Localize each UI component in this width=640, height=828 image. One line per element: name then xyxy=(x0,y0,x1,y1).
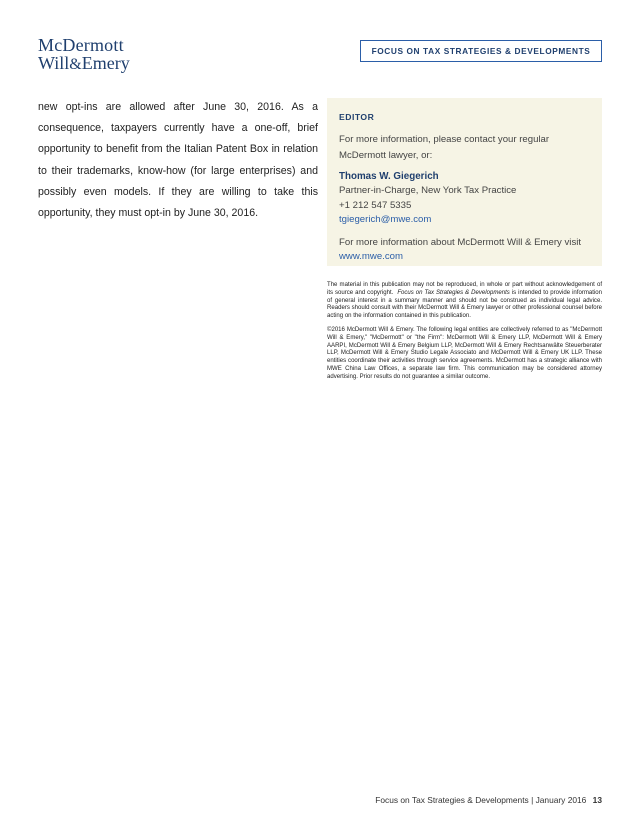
disclaimer-paragraph-1 xyxy=(327,282,602,321)
logo-line-1: McDermott xyxy=(38,35,124,55)
editor-title: Partner-in-Charge, New York Tax Practice xyxy=(339,185,517,196)
editor-box xyxy=(327,98,602,266)
editor-name: Thomas W. Giegerich xyxy=(339,171,439,182)
logo-ampersand: & xyxy=(69,56,82,73)
disclaimer-publication-name: Focus on Tax Strategies & Developments xyxy=(397,289,510,296)
website-link[interactable]: www.mwe.com xyxy=(339,251,403,262)
logo-will: Will xyxy=(38,53,70,73)
disclaimer-text-a: The material in this publication may not be reproduced, in whole or part without acknowledgement of its source and copyright. xyxy=(327,282,602,296)
legal-disclaimer xyxy=(327,282,602,382)
more-info-text: For more information about McDermott Will & Emery visit xyxy=(339,236,582,248)
page-footer xyxy=(375,795,602,805)
article-paragraph: new opt-ins are allowed after June 30, 2016. As a consequence, taxpayers currently have a one-off, brief opportunity to benefit from the Italian Patent Box in relation to their trademarks, know-how (for large enterprises) and possibly even models. If they are willing to take this opportunity, they must opt-in by June 30, 2016. xyxy=(38,101,318,220)
firm-logo xyxy=(38,36,130,73)
editor-phone: +1 212 547 5335 xyxy=(339,199,412,211)
footer-date: January 2016 xyxy=(535,795,587,805)
editor-intro: For more information, please contact your regular McDermott lawyer, or: xyxy=(339,134,550,161)
footer-separator: | xyxy=(531,795,534,805)
logo-line-2 xyxy=(38,54,130,73)
page-number: 13 xyxy=(592,795,602,805)
publication-header: FOCUS ON TAX STRATEGIES & DEVELOPMENTS xyxy=(360,40,602,62)
disclaimer-text-b: is intended to provide information of general interest in a summary manner and should not be construed as individual legal advice. Readers should consult with their McDermott Will & Emery lawyer or other professional counsel before acting on the information contained in this publication. xyxy=(327,289,602,320)
footer-publication: Focus on Tax Strategies & Developments xyxy=(375,795,529,805)
editor-email-link[interactable]: tgiegerich@mwe.com xyxy=(339,214,432,225)
logo-emery: Emery xyxy=(81,53,130,73)
disclaimer-paragraph-2: ©2016 McDermott Will & Emery. The following legal entities are collectively referred to as "McDermott Will & Emery," "McDermott" or "the Firm": McDermott Will & Emery LLP, McDermott Will & Emery AARPI, McDermott Will & Emery Belgium LLP, McDermott Will & Emery Rechtsanwälte Steuerberater LLP, McDermott Will & Emery Studio Legale Associato and McDermott Will & Emery UK LLP. These entities coordinate their activities through service agreements. McDermott has a strategic alliance with MWE China Law Offices, a separate law firm. This communication may be considered attorney advertising. Prior results do not guarantee a similar outcome. xyxy=(327,326,602,380)
editor-label: EDITOR xyxy=(339,112,375,122)
